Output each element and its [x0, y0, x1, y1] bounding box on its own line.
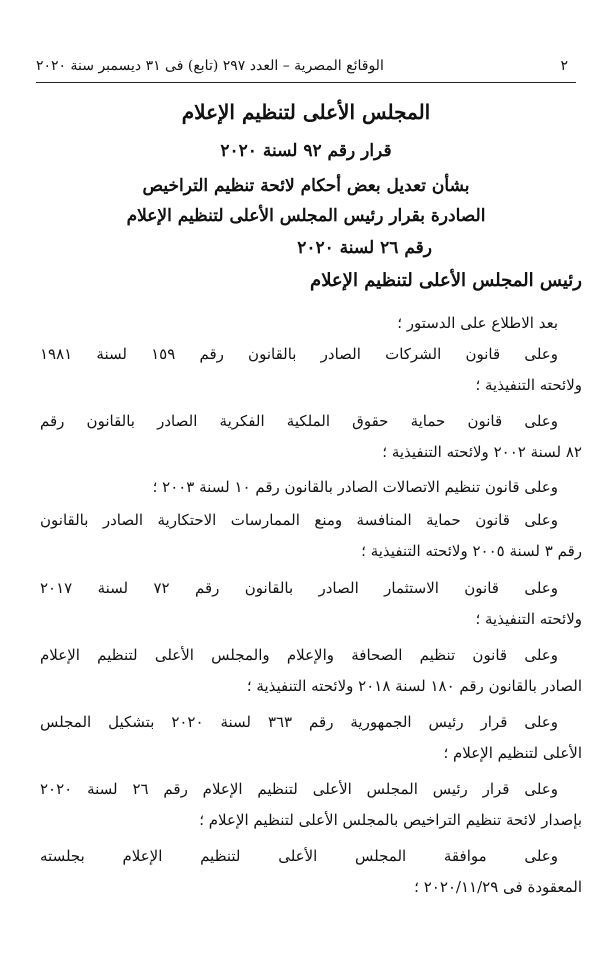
text-line: بعد الاطلاع على الدستور ؛: [397, 314, 558, 332]
text-line: وعلى قانون تنظيم الاتصالات الصادر بالقانون رقم ١٠ لسنة ٢٠٠٣ ؛: [152, 478, 558, 496]
text-line: بإصدار لائحة تنظيم التراخيص بالمجلس الأعلى لتنظيم الإعلام ؛: [199, 811, 582, 829]
text-line: ولائحته التنفيذية ؛: [475, 376, 582, 394]
text-line: وعلى قرار رئيس الجمهورية رقم ٣٦٣ لسنة ٢٠٢٠ بتشكيل المجلس: [40, 713, 558, 731]
decision-subject-line-1: بشأن تعديل بعض أحكام لائحة تنظيم التراخيص: [142, 176, 470, 196]
text-line: وعلى قانون تنظيم الصحافة والإعلام والمجلس الأعلى لتنظيم الإعلام: [40, 646, 558, 664]
page-header: [36, 56, 568, 80]
text-line: وعلى قانون الاستثمار الصادر بالقانون رقم ٧٢ لسنة ٢٠١٧: [40, 579, 558, 597]
header-divider: [36, 82, 576, 83]
text-line: وعلى قانون حماية المنافسة ومنع الممارسات الاحتكارية الصادر بالقانون: [40, 511, 558, 529]
page-number: ٢: [560, 58, 568, 74]
text-line: المعقودة فى ٢٠٢٠/١١/٢٩ ؛: [414, 878, 582, 896]
decision-subject-line-3: رقم ٢٦ لسنة ٢٠٢٠: [297, 238, 432, 258]
publication-line: الوقائع المصرية – العدد ٢٩٧ (تابع) فى ٣١ ديسمبر سنة ٢٠٢٠: [36, 58, 384, 74]
text-line: وعلى قانون حماية حقوق الملكية الفكرية الصادر بالقانون رقم: [40, 412, 558, 430]
text-line: وعلى قرار رئيس المجلس الأعلى لتنظيم الإعلام رقم ٢٦ لسنة ٢٠٢٠: [40, 780, 558, 798]
text-line: الصادر بالقانون رقم ١٨٠ لسنة ٢٠١٨ ولائحته التنفيذية ؛: [246, 677, 582, 695]
council-title: المجلس الأعلى لتنظيم الإعلام: [181, 100, 431, 124]
text-line: ولائحته التنفيذية ؛: [475, 610, 582, 628]
text-line: ٨٢ لسنة ٢٠٠٢ ولائحته التنفيذية ؛: [382, 443, 582, 461]
body-heading: رئيس المجلس الأعلى لتنظيم الإعلام: [310, 270, 582, 291]
text-line: الأعلى لتنظيم الإعلام ؛: [443, 744, 582, 762]
text-line: وعلى قانون الشركات الصادر بالقانون رقم ١٥٩ لسنة ١٩٨١: [40, 345, 558, 363]
decision-subject-line-2: الصادرة بقرار رئيس المجلس الأعلى لتنظيم الإعلام: [126, 206, 486, 226]
text-line: رقم ٣ لسنة ٢٠٠٥ ولائحته التنفيذية ؛: [361, 542, 582, 560]
decision-number: قرار رقم ٩٢ لسنة ٢٠٢٠: [220, 141, 392, 161]
text-line: وعلى موافقة المجلس الأعلى لتنظيم الإعلام بجلسته: [40, 847, 558, 865]
